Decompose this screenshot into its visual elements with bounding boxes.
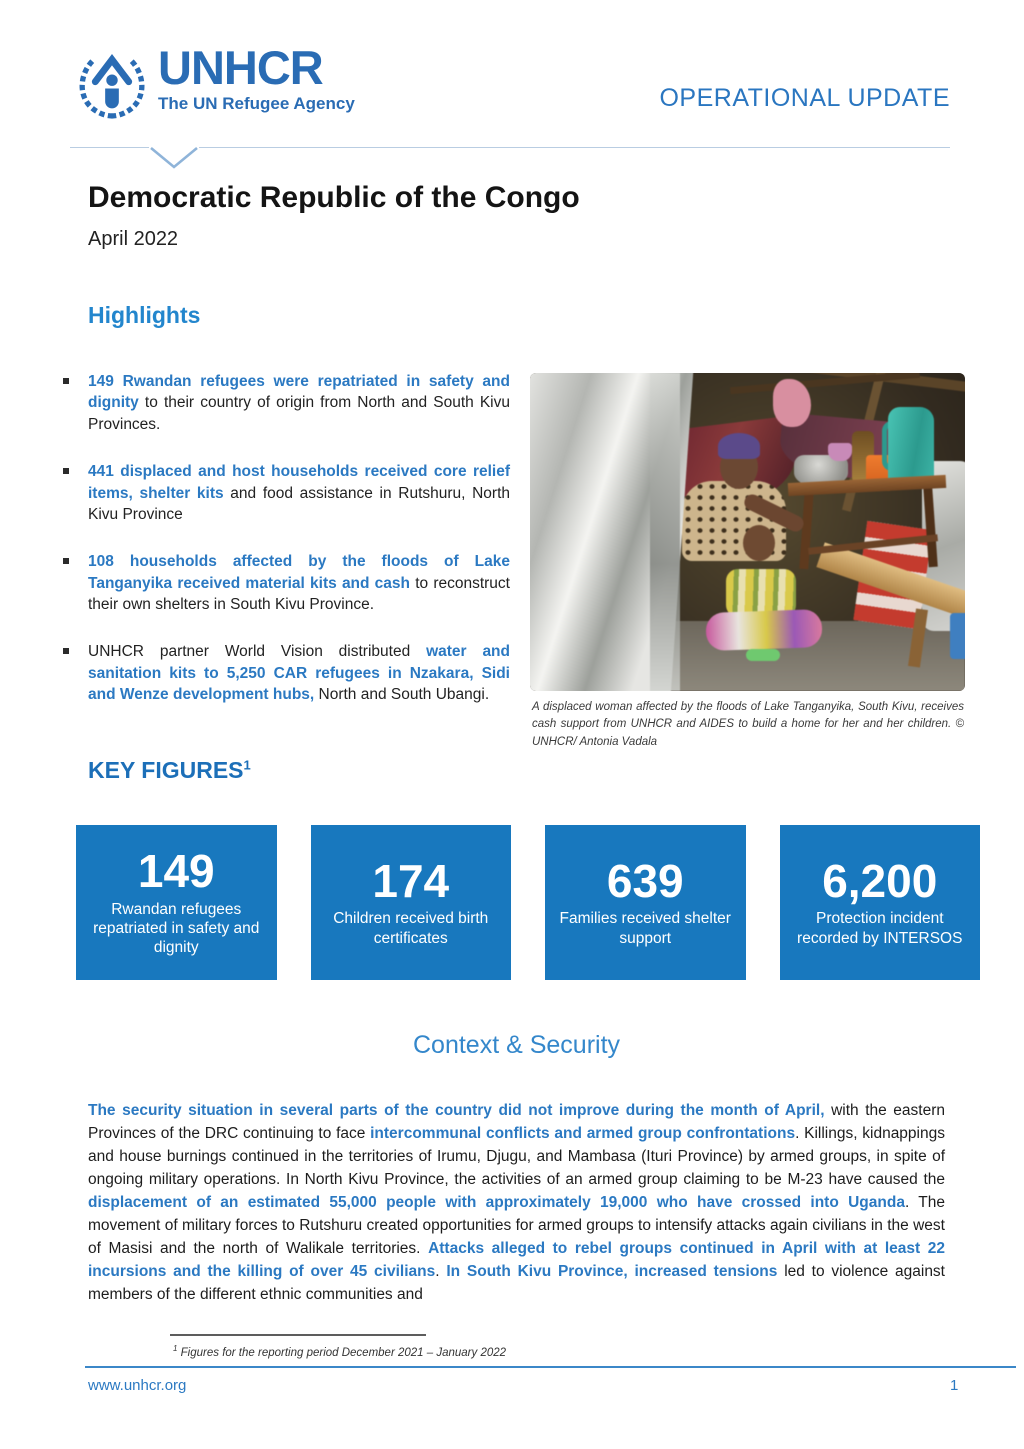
text-segment: UNHCR partner World Vision distributed (88, 643, 427, 661)
logo-tagline: The UN Refugee Agency (158, 93, 355, 113)
text-segment: 441 displaced and host households received core relief items, shelter kits (88, 463, 510, 502)
footnote-divider (170, 1334, 426, 1336)
text-segment: and food assistance in Rutshuru, North Kivu Province (88, 484, 511, 523)
highlight-item (62, 461, 510, 525)
report-date: April 2022 (88, 228, 179, 250)
key-figures-heading (88, 757, 251, 784)
text-segment: In South Kivu Province, increased tensions (446, 1263, 778, 1281)
highlights-heading: Highlights (88, 302, 201, 328)
text-segment: to reconstruct their own shelters in South Kivu Province. (88, 574, 510, 613)
highlight-photo (530, 373, 965, 691)
context-security-paragraph (88, 1099, 945, 1306)
page-title: Democratic Republic of the Congo (88, 181, 580, 214)
page-number: 1 (950, 1377, 959, 1394)
highlight-item (62, 371, 510, 435)
unhcr-logo (74, 41, 355, 124)
key-figure-label: Protection incident recorded by INTERSOS (797, 910, 963, 947)
key-figure-label: Families received shelter support (559, 910, 731, 947)
unhcr-emblem-icon (74, 44, 150, 124)
doc-type-label: OPERATIONAL UPDATE (659, 84, 950, 112)
key-figure-card (545, 825, 746, 980)
highlights-list (62, 371, 510, 732)
footnote-marker: 1 (173, 1344, 178, 1353)
highlight-item (62, 641, 510, 705)
footnote-text: Figures for the reporting period December 2021 – January 2022 (177, 1346, 507, 1359)
header-divider (70, 147, 950, 148)
key-figure-value: 639 (606, 854, 684, 907)
text-segment: 108 households affected by the floods of Lake Tanganyika received material kits and cash (88, 553, 510, 592)
text-segment: to their country of origin from North and South Kivu Provinces. (88, 394, 510, 433)
text-segment: 149 Rwandan refugees were repatriated in safety and dignity (88, 373, 510, 412)
text-segment: KEY FIGURES (88, 757, 244, 783)
footer-divider (85, 1366, 1016, 1368)
footer-url-link[interactable]: www.unhcr.org (88, 1377, 187, 1394)
text-segment: led to violence against members of the different ethnic communities and (88, 1263, 945, 1304)
context-security-heading: Context & Security (412, 1031, 621, 1059)
text-segment: . Killings, kidnappings and house burnings continued in the territories of Irumu, Djugu, and Mambasa (Ituri Province) by armed groups, in spite of ongoing military operations. In North Kivu Province, the activities of an armed group claiming to be M-23 have caused the (88, 1125, 945, 1189)
key-figure-value: 174 (372, 854, 450, 907)
key-figure-label: Rwandan refugees repatriated in safety and dignity (93, 900, 260, 957)
text-segment: water and sanitation kits to 5,250 CAR refugees in Nzakara, Sidi and Wenze development hubs, (88, 643, 510, 704)
key-figure-card (780, 825, 981, 980)
footnote-marker: 1 (243, 757, 251, 773)
footnote (173, 1344, 506, 1359)
key-figures-row (76, 825, 980, 980)
highlight-item (62, 551, 510, 615)
text-segment: North and South Ubangi. (314, 686, 490, 704)
key-figure-value: 6,200 (822, 854, 938, 907)
text-segment: . The movement of military forces to Rutshuru created opportunities for armed groups to intensify attacks again civilians in the west of Masisi and the north of Walikale territories. (88, 1194, 945, 1258)
key-figure-card (311, 825, 512, 980)
chevron-down-icon (148, 146, 200, 172)
logo-wordmark: UNHCR (158, 41, 323, 94)
text-segment: displacement of an estimated 55,000 people with approximately 19,000 who have crossed into Uganda (88, 1194, 905, 1212)
key-figure-label: Children received birth certificates (333, 910, 489, 947)
text-segment: intercommunal conflicts and armed group confrontations (370, 1125, 796, 1143)
text-segment: . (435, 1263, 447, 1281)
text-segment: Attacks alleged to rebel groups continued in April with at least 22 incursions and the killing of over 45 civilians (88, 1240, 945, 1281)
text-segment: The security situation in several parts of the country did not improve during the month of April, (88, 1102, 825, 1119)
text-segment: with the eastern Provinces of the DRC continuing to face (88, 1102, 946, 1143)
photo-caption: A displaced woman affected by the floods of Lake Tanganyika, South Kivu, receives cash support from UNHCR and AIDES to build a home for her and her children. © UNHCR/ Antonia Vadala (532, 701, 964, 748)
key-figure-value: 149 (137, 845, 215, 898)
key-figure-card (76, 825, 277, 980)
